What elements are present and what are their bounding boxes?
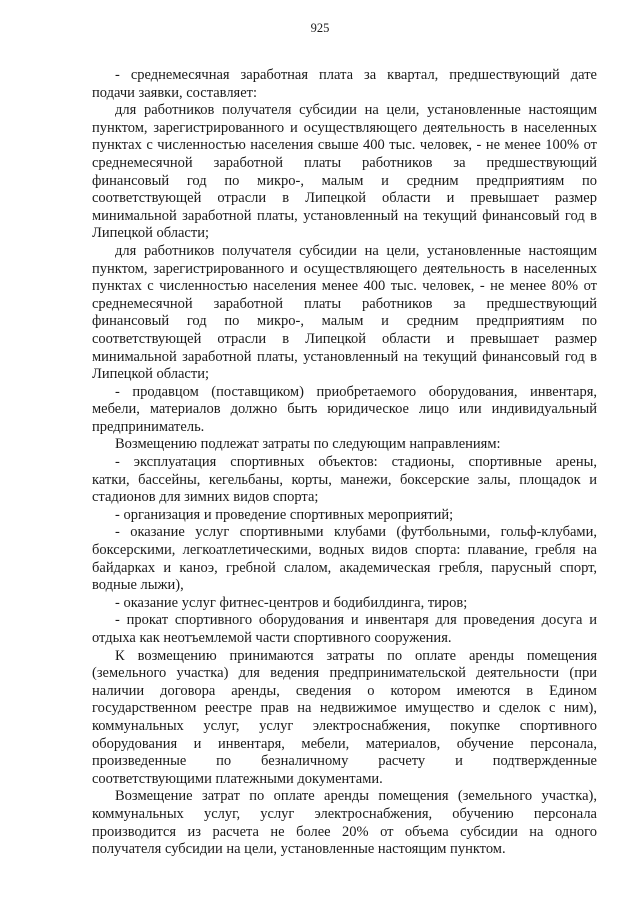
text-line: пунктом, зарегистрированного и осуществляющего деятельность в населенных <box>92 119 597 136</box>
text-line: байдарках и каноэ, гребной слалом, академическая гребля, парусный спорт, <box>92 559 597 576</box>
text-line: производится из расчета не более 20% от объема субсидии на одного <box>92 823 597 840</box>
text-line: оборудования и инвентаря, мебели, материалов, обучение персонала, <box>92 735 597 752</box>
text-line: среднемесячной заработной платы работников за предшествующий <box>92 154 597 171</box>
text-line: коммунальных услуг, услуг электроснабжения, покупке спортивного <box>92 717 597 734</box>
text-line: для работников получателя субсидии на цели, установленные настоящим <box>115 242 597 259</box>
text-line: пунктом, зарегистрированного и осуществляющего деятельность в населенных <box>92 260 597 277</box>
text-line: катки, бассейны, кегельбаны, корты, манежи, боксерские залы, площадок и <box>92 471 597 488</box>
text-line: получателя субсидии на цели, установленные настоящим пунктом. <box>92 841 506 858</box>
text-line: - эксплуатация спортивных объектов: стадионы, спортивные арены, <box>115 454 597 471</box>
text-line: среднемесячной заработной платы работников за предшествующий <box>92 295 597 312</box>
text-line: стадионов для зимних видов спорта; <box>92 489 319 506</box>
text-line: государственном реестре прав на недвижимое имущество и сделок с ним), <box>92 700 597 717</box>
text-line: минимальной заработной платы, установленный на текущий финансовый год в <box>92 348 597 365</box>
document-body <box>92 67 597 859</box>
text-line: минимальной заработной платы, установленный на текущий финансовый год в <box>92 207 597 224</box>
text-line: произведенные по безналичному расчету и подтвержденные <box>92 753 597 770</box>
text-line: финансовый год по микро-, малым и средним предприятиям по <box>92 313 597 330</box>
text-line: - оказание услуг спортивными клубами (футбольными, гольф-клубами, <box>115 524 597 541</box>
text-line: К возмещению принимаются затраты по оплате аренды помещения <box>115 647 597 664</box>
text-line: коммунальных услуг, услуг электроснабжения, обучению персонала <box>92 805 597 822</box>
text-line: пунктах с численностью населения менее 400 тыс. человек, - не менее 80% от <box>92 278 597 295</box>
text-line: Возмещению подлежат затраты по следующим направлениям: <box>115 436 501 453</box>
text-line: соответствующими платежными документами. <box>92 770 383 787</box>
text-line: соответствующей отрасли в Липецкой области и превышает размер <box>92 190 597 207</box>
text-line: водные лыжи), <box>92 577 184 594</box>
text-line: (земельного участка) для ведения предпринимательской деятельности (при <box>92 665 597 682</box>
text-line: подачи заявки, составляет: <box>92 84 258 101</box>
text-line: отдыха как неотъемлемой части спортивного сооружения. <box>92 630 452 646</box>
text-line: Липецкой области; <box>92 366 209 383</box>
text-line: - организация и проведение спортивных мероприятий; <box>115 506 454 523</box>
text-line: предприниматель. <box>92 418 205 435</box>
page-number: 925 <box>310 21 330 35</box>
text-line: мебели, материалов должно быть юридическое лицо или индивидуальный <box>92 401 597 418</box>
text-line: для работников получателя субсидии на цели, установленные настоящим <box>115 102 597 119</box>
text-line: финансовый год по микро-, малым и средним предприятиям по <box>92 172 597 189</box>
text-line: боксерскими, легкоатлетическими, водных видов спорта: плавание, гребля на <box>92 542 597 559</box>
text-line: - среднемесячная заработная плата за квартал, предшествующий дате <box>115 67 597 83</box>
text-line: - прокат спортивного оборудования и инвентаря для проведения досуга и <box>115 612 597 629</box>
text-line: - продавцом (поставщиком) приобретаемого оборудования, инвентаря, <box>115 383 597 400</box>
text-line: соответствующей отрасли в Липецкой области и превышает размер <box>92 330 597 347</box>
text-line: Возмещение затрат по оплате аренды помещения (земельного участка), <box>115 788 597 805</box>
text-line: наличии договора аренды, сведения о котором имеются в Едином <box>92 682 597 699</box>
text-line: пунктах с численностью населения свыше 400 тыс. человек, - не менее 100% от <box>92 137 597 154</box>
text-line: Липецкой области; <box>92 225 209 242</box>
text-line: - оказание услуг фитнес-центров и бодибилдинга, тиров; <box>115 594 468 611</box>
